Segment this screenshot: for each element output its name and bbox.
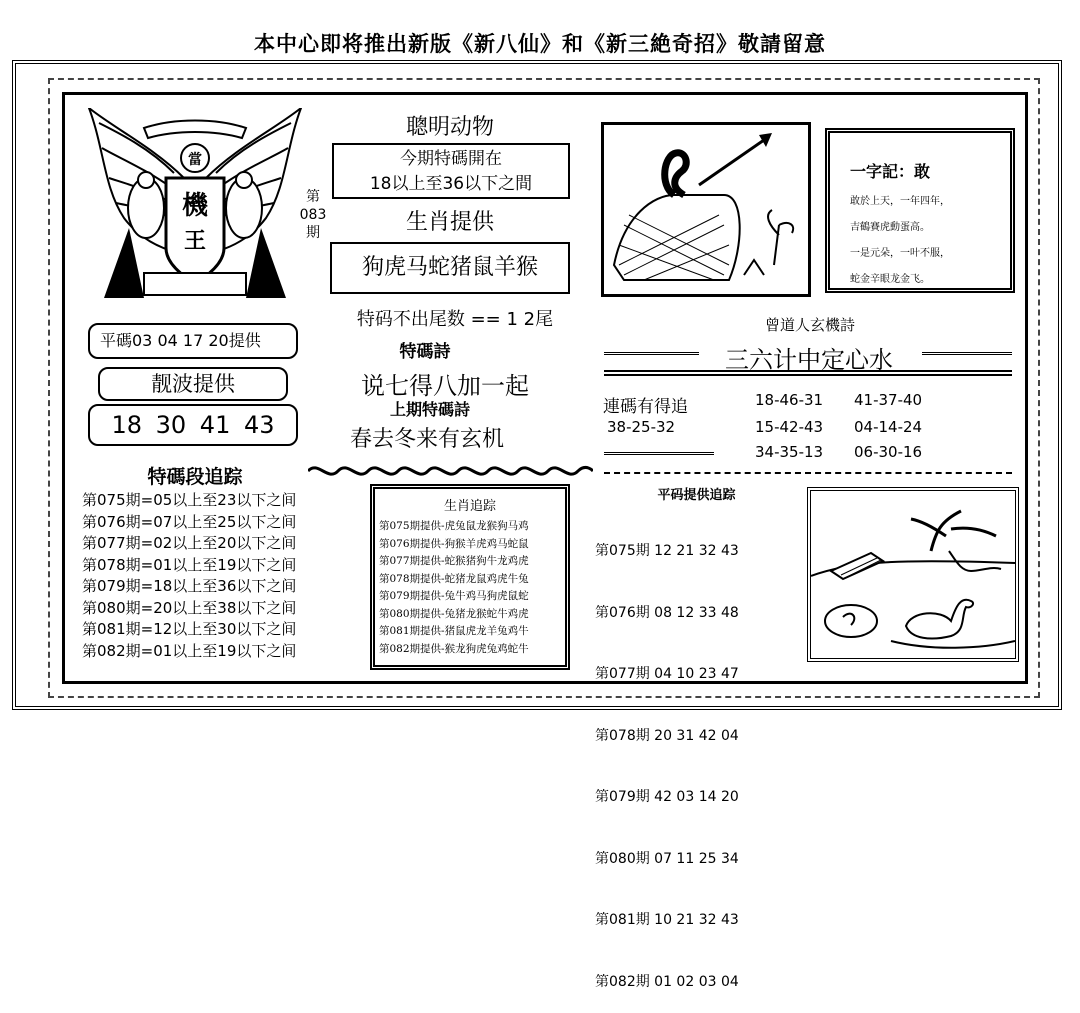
list-item: 第077期提供-蛇猴猪狗牛龙鸡虎 xyxy=(379,555,529,567)
one-word-box xyxy=(825,128,1015,293)
zodiac-tracking-box xyxy=(370,484,570,670)
wave-ornament xyxy=(308,460,593,482)
list-item: 第076期提供-狗猴羊虎鸡马蛇鼠 xyxy=(379,537,529,550)
mystic-row-2-a: 38-25-32 xyxy=(607,418,676,436)
list-item: 第081期 10 21 32 43 xyxy=(595,912,739,928)
flat-tracking-title: 平码提供追踪 xyxy=(657,488,736,503)
list-item: 第081期=12以上至30以下之间 xyxy=(82,620,297,638)
segment-tracking-list xyxy=(82,490,296,662)
list-item: 第079期 42 03 14 20 xyxy=(595,789,739,805)
mystic-row-3-b: 34-35-13 xyxy=(755,443,824,461)
mystic-row-1-b: 18-46-31 xyxy=(755,391,824,409)
issue-prefix: 第 xyxy=(306,189,320,205)
wave-title: 靓波提供 xyxy=(98,367,288,401)
issue-number xyxy=(299,188,327,242)
list-item: 第080期提供-兔猪龙猴蛇牛鸡虎 xyxy=(379,607,529,620)
logo-center-text: 機 xyxy=(181,191,209,221)
one-word-line: 蛇金辛眼龙金飞。 xyxy=(850,274,930,285)
list-item: 第079期=18以上至36以下之间 xyxy=(82,577,297,595)
landscape-illustration xyxy=(807,487,1019,662)
snake-illustration xyxy=(601,122,811,297)
mystic-poem-headline: 三六计中定心水 xyxy=(725,346,893,374)
divider xyxy=(604,452,714,455)
one-word-lines xyxy=(850,189,950,293)
segment-tracking-title: 特碼段追踪 xyxy=(147,466,243,488)
eagle-logo xyxy=(84,108,306,303)
list-item: 第076期 08 12 33 48 xyxy=(595,604,739,621)
zodiac-tracking-list xyxy=(379,518,565,658)
list-item: 第078期=01以上至19以下之间 xyxy=(82,555,297,574)
list-item: 第082期 01 02 03 04 xyxy=(595,973,739,990)
flat-code-box: 平碼03 04 17 20提供 xyxy=(88,323,298,359)
list-item: 第075期提供-虎兔鼠龙猴狗马鸡 xyxy=(379,520,529,532)
flat-tracking-list xyxy=(595,500,739,1013)
list-item: 第077期=02以上至20以下之间 xyxy=(82,534,297,552)
wave-numbers: 18 30 41 43 xyxy=(88,404,298,446)
list-item: 第075期 12 21 32 43 xyxy=(595,543,739,559)
zodiac-tracking-title: 生肖追踪 xyxy=(443,499,496,514)
mystic-row-3-c: 06-30-16 xyxy=(854,443,923,461)
list-item: 第078期提供-蛇猪龙鼠鸡虎牛兔 xyxy=(379,572,529,585)
list-item: 第076期=07以上至25以下之间 xyxy=(82,512,297,531)
logo-bottom-text: 王 xyxy=(183,228,207,254)
list-item: 第077期 04 10 23 47 xyxy=(595,666,739,682)
list-item: 第075期=05以上至23以下之间 xyxy=(82,491,297,509)
poem-title: 特碼詩 xyxy=(399,342,451,362)
list-item: 第082期提供-猴龙狗虎兔鸡蛇牛 xyxy=(379,642,529,655)
mystic-row-2-c: 04-14-24 xyxy=(854,418,923,436)
prev-poem-title: 上期特碼詩 xyxy=(389,400,470,419)
tail-number: 特码不出尾数 == 1 2尾 xyxy=(356,309,554,330)
issue-suffix: 期 xyxy=(306,225,320,241)
zodiac-list: 狗虎马蛇猪鼠羊猴 xyxy=(330,242,570,294)
list-item: 第082期=01以上至19以下之间 xyxy=(82,641,297,660)
top-banner: 本中心即将推出新版《新八仙》和《新三絶奇招》敬請留意 xyxy=(254,31,826,56)
mystic-poem-title: 曾道人玄機詩 xyxy=(764,316,855,334)
list-item: 第078期 20 31 42 04 xyxy=(595,727,739,744)
link-code-label: 連碼有得追 xyxy=(603,397,688,417)
clever-animal-box xyxy=(332,143,570,199)
range-line-2: 18以上至36以下之間 xyxy=(369,174,533,194)
one-word-line: 一是元朵，一叶不服， xyxy=(850,248,950,259)
range-line-1: 今期特碼開在 xyxy=(400,149,502,169)
poem-text: 说七得八加一起 xyxy=(361,372,529,400)
one-word-line: 敢於上天，一年四年， xyxy=(850,196,950,207)
prev-poem-text: 春去冬来有玄机 xyxy=(350,427,505,452)
issue-value: 083 xyxy=(299,207,327,223)
list-item: 第080期 07 11 25 34 xyxy=(595,850,739,867)
divider xyxy=(604,352,699,355)
mystic-row-2-b: 15-42-43 xyxy=(755,418,824,436)
list-item: 第081期提供-猪鼠虎龙羊兔鸡牛 xyxy=(379,625,529,637)
logo-top-text: 當 xyxy=(188,152,202,168)
divider xyxy=(604,370,1012,376)
one-word-title: 一字記：敢 xyxy=(850,162,931,181)
zodiac-title: 生肖提供 xyxy=(405,210,494,235)
list-item: 第080期=20以上至38以下之间 xyxy=(82,598,297,617)
mystic-row-1-c: 41-37-40 xyxy=(854,391,923,409)
one-word-line: 吉鶴賽虎動蛋高。 xyxy=(850,222,930,233)
clever-animal-title: 聰明动物 xyxy=(405,115,494,140)
list-item: 第079期提供-兔牛鸡马狗虎鼠蛇 xyxy=(379,590,529,602)
divider xyxy=(604,472,1012,474)
divider xyxy=(922,352,1012,355)
